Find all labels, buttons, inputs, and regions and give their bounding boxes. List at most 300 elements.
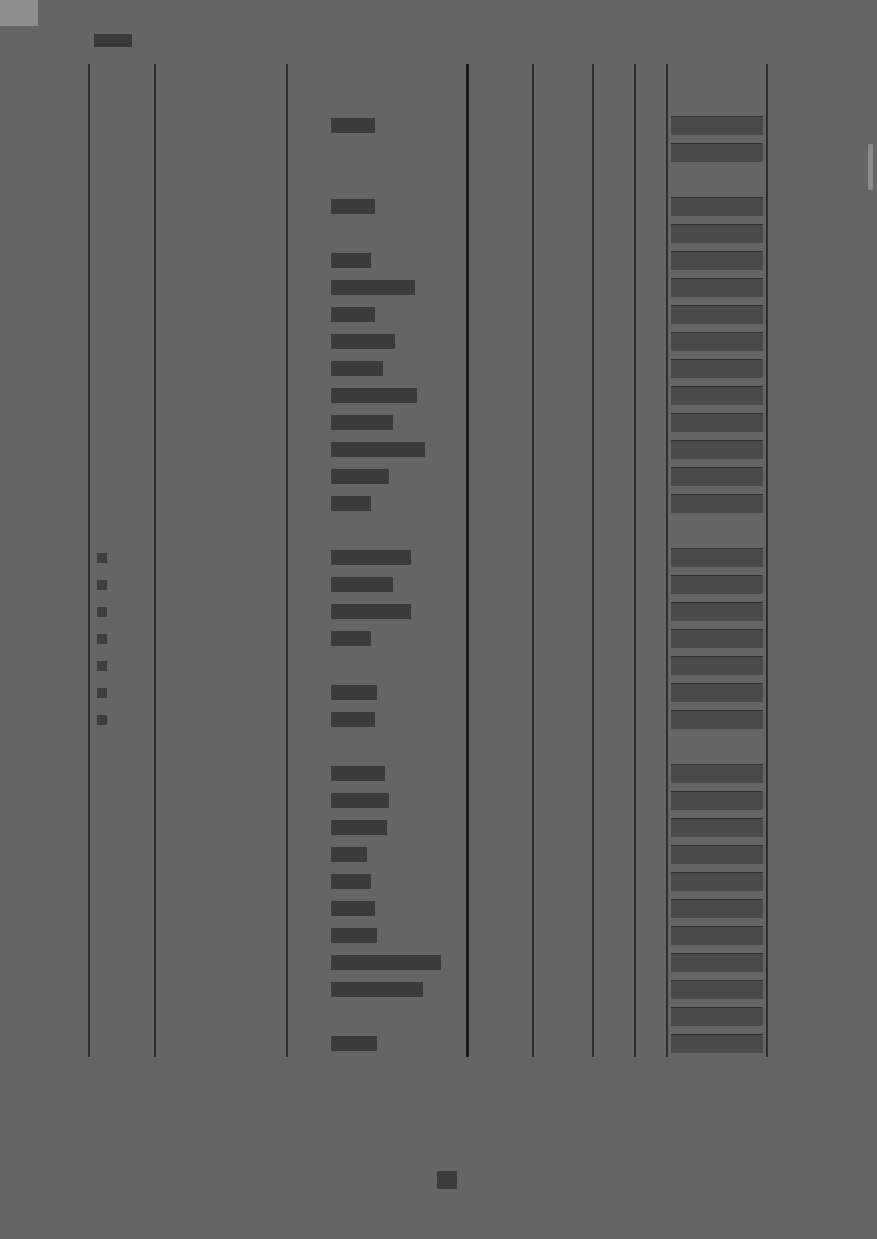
square-mark: [97, 688, 107, 698]
table-cell: [593, 193, 635, 220]
table-row: [89, 328, 803, 355]
row-gap: [89, 517, 803, 544]
shaded-cell: [671, 656, 763, 675]
table-cell: [635, 490, 667, 517]
table-row: [89, 247, 803, 274]
table-cell: [89, 976, 155, 1003]
table-cell: [667, 976, 767, 1003]
table-cell: [533, 301, 593, 328]
table-cell: [767, 247, 803, 274]
table-cell: [155, 976, 287, 1003]
table-cell: [667, 787, 767, 814]
scrollbar[interactable]: [868, 144, 873, 190]
redaction-block: [331, 847, 367, 862]
table-cell: [155, 139, 287, 166]
table-cell: [287, 814, 467, 841]
table-cell: [667, 355, 767, 382]
square-mark: [97, 580, 107, 590]
redaction-block: [331, 604, 411, 619]
table-cell: [287, 1030, 467, 1057]
table-cell: [635, 112, 667, 139]
table-row: [89, 706, 803, 733]
shaded-cell: [671, 359, 763, 378]
table-cell: [767, 976, 803, 1003]
table-cell: [635, 814, 667, 841]
table-cell: [533, 247, 593, 274]
table-cell: [635, 949, 667, 976]
table-cell: [767, 679, 803, 706]
table-cell: [287, 409, 467, 436]
redaction-block: [331, 442, 425, 457]
table-row: [89, 220, 803, 247]
table-cell: [467, 679, 533, 706]
table-cell: [155, 814, 287, 841]
redaction-block: [331, 280, 415, 295]
table-cell: [89, 841, 155, 868]
table-cell: [767, 544, 803, 571]
table-cell: [767, 382, 803, 409]
table-cell: [533, 490, 593, 517]
table-row: [89, 436, 803, 463]
column-header: [593, 64, 635, 112]
table-cell: [635, 787, 667, 814]
table-cell: [287, 895, 467, 922]
table-cell: [593, 706, 635, 733]
table-cell: [467, 787, 533, 814]
table-cell: [635, 1030, 667, 1057]
table-cell: [767, 949, 803, 976]
table-cell: [287, 247, 467, 274]
shaded-cell: [671, 629, 763, 648]
table-cell: [155, 355, 287, 382]
table-cell: [667, 139, 767, 166]
table-cell: [667, 760, 767, 787]
table-cell: [467, 301, 533, 328]
table-cell: [635, 922, 667, 949]
table-cell: [467, 841, 533, 868]
table-cell: [89, 787, 155, 814]
table-cell: [667, 868, 767, 895]
table-cell: [89, 328, 155, 355]
table-cell: [593, 868, 635, 895]
table-cell: [467, 652, 533, 679]
table-row: [89, 841, 803, 868]
table-cell: [467, 382, 533, 409]
table-cell: [635, 679, 667, 706]
table-cell: [635, 1003, 667, 1030]
table-row: [89, 949, 803, 976]
table-cell: [767, 571, 803, 598]
table-cell: [155, 1030, 287, 1057]
table-row: [89, 868, 803, 895]
corner-tab[interactable]: [0, 0, 38, 26]
table-cell: [593, 922, 635, 949]
table-cell: [467, 139, 533, 166]
table-cell: [467, 247, 533, 274]
shaded-cell: [671, 953, 763, 972]
table-cell: [767, 220, 803, 247]
table-cell: [155, 841, 287, 868]
table-row: [89, 760, 803, 787]
shaded-cell: [671, 683, 763, 702]
table-cell: [593, 409, 635, 436]
page-label: [94, 34, 132, 47]
table-cell: [767, 706, 803, 733]
table-cell: [593, 139, 635, 166]
table-cell: [89, 652, 155, 679]
table-cell: [635, 706, 667, 733]
table-cell: [635, 247, 667, 274]
table-cell: [767, 490, 803, 517]
table-cell: [89, 760, 155, 787]
table-cell: [155, 598, 287, 625]
square-mark: [97, 553, 107, 563]
table-cell: [89, 571, 155, 598]
table-cell: [533, 679, 593, 706]
redaction-block: [331, 577, 393, 592]
table-cell: [467, 220, 533, 247]
table-cell: [89, 436, 155, 463]
table-cell: [287, 625, 467, 652]
table-cell: [593, 814, 635, 841]
table-cell: [287, 544, 467, 571]
table-cell: [287, 328, 467, 355]
table-cell: [593, 544, 635, 571]
table-cell: [89, 355, 155, 382]
table-cell: [533, 976, 593, 1003]
table-cell: [593, 652, 635, 679]
table-cell: [287, 841, 467, 868]
square-mark: [97, 607, 107, 617]
table-cell: [635, 841, 667, 868]
table-cell: [287, 949, 467, 976]
table-cell: [533, 1003, 593, 1030]
table-cell: [593, 1030, 635, 1057]
table-cell: [287, 193, 467, 220]
table-cell: [593, 787, 635, 814]
table-cell: [467, 760, 533, 787]
table-cell: [767, 652, 803, 679]
table-cell: [287, 355, 467, 382]
table-cell: [287, 922, 467, 949]
table-cell: [533, 1030, 593, 1057]
table-cell: [89, 625, 155, 652]
table-cell: [593, 436, 635, 463]
table-cell: [533, 544, 593, 571]
table-cell: [593, 625, 635, 652]
table-cell: [767, 598, 803, 625]
page-number: [437, 1171, 457, 1189]
table-row: [89, 193, 803, 220]
table-cell: [767, 139, 803, 166]
table-cell: [89, 247, 155, 274]
shaded-cell: [671, 440, 763, 459]
table-cell: [467, 706, 533, 733]
table-cell: [533, 139, 593, 166]
shaded-cell: [671, 1034, 763, 1053]
table-cell: [155, 868, 287, 895]
table-cell: [467, 274, 533, 301]
table-cell: [767, 328, 803, 355]
table-cell: [667, 598, 767, 625]
square-mark: [97, 715, 107, 725]
table-cell: [467, 1003, 533, 1030]
table-cell: [287, 760, 467, 787]
table-cell: [89, 301, 155, 328]
table-cell: [467, 355, 533, 382]
table-cell: [635, 544, 667, 571]
table-cell: [593, 463, 635, 490]
table-cell: [767, 814, 803, 841]
shaded-cell: [671, 467, 763, 486]
table-row: [89, 571, 803, 598]
table-cell: [635, 328, 667, 355]
table-cell: [155, 895, 287, 922]
table-cell: [89, 139, 155, 166]
table-cell: [89, 193, 155, 220]
table-cell: [593, 382, 635, 409]
shaded-cell: [671, 980, 763, 999]
table-cell: [155, 544, 287, 571]
table-cell: [667, 544, 767, 571]
table-cell: [467, 490, 533, 517]
table-row: [89, 139, 803, 166]
table-cell: [155, 220, 287, 247]
table-cell: [467, 868, 533, 895]
redaction-block: [331, 334, 395, 349]
table-cell: [467, 625, 533, 652]
table-cell: [767, 895, 803, 922]
table-row: [89, 625, 803, 652]
table-cell: [635, 193, 667, 220]
table-cell: [467, 922, 533, 949]
shaded-cell: [671, 278, 763, 297]
table-cell: [667, 112, 767, 139]
table-cell: [667, 814, 767, 841]
table-cell: [467, 436, 533, 463]
table-cell: [635, 895, 667, 922]
table-cell: [667, 436, 767, 463]
redaction-block: [331, 469, 389, 484]
table-cell: [287, 571, 467, 598]
table-cell: [767, 760, 803, 787]
table-cell: [593, 490, 635, 517]
table-cell: [533, 868, 593, 895]
table-cell: [533, 571, 593, 598]
table-row: [89, 679, 803, 706]
table-cell: [533, 328, 593, 355]
table-cell: [667, 706, 767, 733]
table-cell: [287, 868, 467, 895]
table-cell: [533, 463, 593, 490]
table-cell: [155, 193, 287, 220]
table-cell: [533, 112, 593, 139]
data-table: [88, 64, 803, 1057]
table-cell: [767, 1030, 803, 1057]
table-cell: [89, 274, 155, 301]
shaded-cell: [671, 575, 763, 594]
table-cell: [667, 193, 767, 220]
table-cell: [287, 463, 467, 490]
table-cell: [533, 787, 593, 814]
shaded-cell: [671, 332, 763, 351]
table-cell: [287, 490, 467, 517]
shaded-cell: [671, 602, 763, 621]
column-header: [667, 64, 767, 112]
redaction-block: [331, 955, 441, 970]
table-cell: [467, 463, 533, 490]
table-cell: [533, 895, 593, 922]
table-cell: [667, 1030, 767, 1057]
row-gap: [89, 733, 803, 760]
table-cell: [89, 868, 155, 895]
table-cell: [533, 436, 593, 463]
column-header: [287, 64, 467, 112]
table-cell: [467, 976, 533, 1003]
column-header: [635, 64, 667, 112]
redaction-block: [331, 712, 375, 727]
table-cell: [533, 598, 593, 625]
row-gap: [89, 166, 803, 193]
table-cell: [593, 679, 635, 706]
table-cell: [593, 220, 635, 247]
table-cell: [667, 922, 767, 949]
table-cell: [155, 409, 287, 436]
redaction-block: [331, 415, 393, 430]
table-cell: [635, 571, 667, 598]
table-row: [89, 652, 803, 679]
table-row: [89, 1030, 803, 1057]
table-cell: [467, 814, 533, 841]
table-row: [89, 1003, 803, 1030]
redaction-block: [331, 982, 423, 997]
table-cell: [767, 463, 803, 490]
shaded-cell: [671, 224, 763, 243]
table-header-row: [89, 64, 803, 112]
table-cell: [667, 247, 767, 274]
redaction-block: [331, 685, 377, 700]
shaded-cell: [671, 872, 763, 891]
table-cell: [89, 1003, 155, 1030]
table-cell: [89, 1030, 155, 1057]
table-cell: [593, 1003, 635, 1030]
shaded-cell: [671, 251, 763, 270]
table-cell: [635, 625, 667, 652]
table-cell: [155, 679, 287, 706]
table-cell: [287, 787, 467, 814]
table-cell: [533, 814, 593, 841]
table-cell: [667, 382, 767, 409]
table-row: [89, 544, 803, 571]
table-cell: [287, 706, 467, 733]
table-cell: [533, 220, 593, 247]
square-mark: [97, 661, 107, 671]
table-cell: [593, 112, 635, 139]
shaded-cell: [671, 764, 763, 783]
table-cell: [155, 112, 287, 139]
redaction-block: [331, 118, 375, 133]
redaction-block: [331, 928, 377, 943]
table-cell: [667, 463, 767, 490]
redaction-block: [331, 793, 389, 808]
table-cell: [593, 895, 635, 922]
table-cell: [533, 625, 593, 652]
table-cell: [667, 895, 767, 922]
column-header: [155, 64, 287, 112]
table-cell: [287, 301, 467, 328]
table-cell: [635, 301, 667, 328]
redaction-block: [331, 307, 375, 322]
table-cell: [155, 382, 287, 409]
table-cell: [635, 355, 667, 382]
table-cell: [593, 571, 635, 598]
table-cell: [533, 355, 593, 382]
table-cell: [635, 760, 667, 787]
table-cell: [767, 301, 803, 328]
table-cell: [155, 922, 287, 949]
table-cell: [767, 409, 803, 436]
table-cell: [155, 1003, 287, 1030]
table-cell: [155, 436, 287, 463]
table-cell: [593, 247, 635, 274]
shaded-cell: [671, 386, 763, 405]
table-cell: [155, 247, 287, 274]
table-cell: [467, 193, 533, 220]
table-cell: [767, 625, 803, 652]
table-cell: [287, 598, 467, 625]
table-cell: [767, 841, 803, 868]
table-row: [89, 274, 803, 301]
table-cell: [667, 625, 767, 652]
table-cell: [287, 679, 467, 706]
column-header: [533, 64, 593, 112]
table-cell: [635, 139, 667, 166]
redaction-block: [331, 388, 417, 403]
table-cell: [635, 652, 667, 679]
table-row: [89, 409, 803, 436]
redaction-block: [331, 199, 375, 214]
table-cell: [667, 301, 767, 328]
table-cell: [767, 787, 803, 814]
table-cell: [533, 409, 593, 436]
shaded-cell: [671, 791, 763, 810]
table-cell: [287, 1003, 467, 1030]
shaded-cell: [671, 143, 763, 162]
table-cell: [287, 220, 467, 247]
table-cell: [593, 760, 635, 787]
redaction-block: [331, 766, 385, 781]
table-row: [89, 598, 803, 625]
table-cell: [155, 652, 287, 679]
table-cell: [593, 949, 635, 976]
redaction-block: [331, 820, 387, 835]
table-cell: [593, 355, 635, 382]
table-cell: [635, 436, 667, 463]
table-cell: [89, 112, 155, 139]
table-cell: [593, 328, 635, 355]
table-cell: [593, 598, 635, 625]
table-cell: [155, 706, 287, 733]
table-cell: [533, 922, 593, 949]
table-cell: [667, 841, 767, 868]
redaction-block: [331, 874, 371, 889]
redaction-block: [331, 550, 411, 565]
shaded-cell: [671, 1007, 763, 1026]
table-cell: [635, 274, 667, 301]
shaded-cell: [671, 845, 763, 864]
table-cell: [767, 112, 803, 139]
table-cell: [667, 409, 767, 436]
